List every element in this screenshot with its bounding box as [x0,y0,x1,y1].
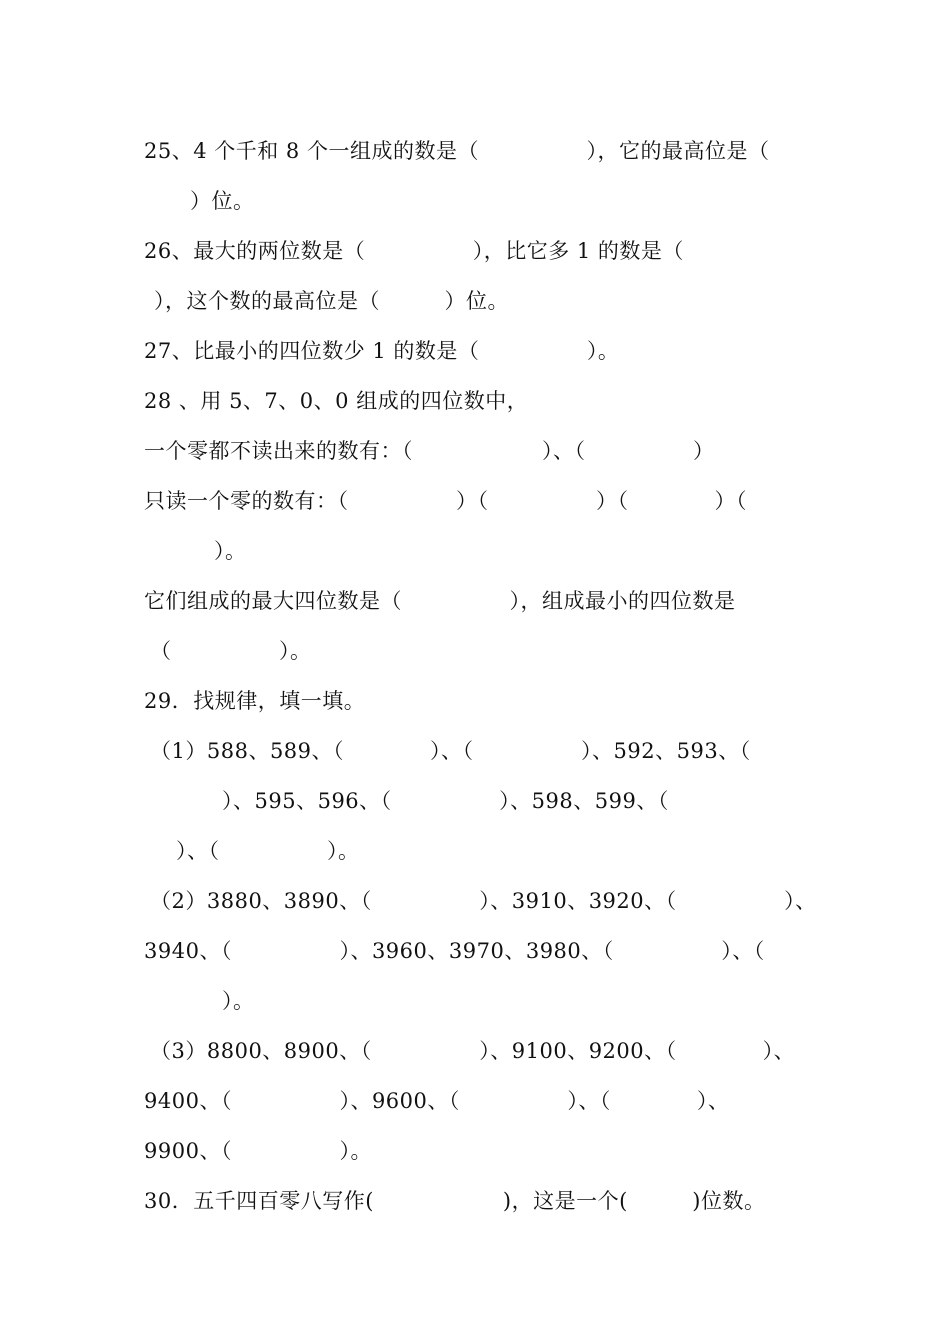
q27-line: 27、比最小的四位数少 1 的数是（ ）。 [144,339,620,363]
q26-line-1: 26、最大的两位数是（ ），比它多 1 的数是（ [144,239,684,263]
q25-line-2: ）位。 [190,189,255,213]
q25-line-1: 25、4 个千和 8 个一组成的数是（ ），它的最高位是（ [144,139,770,163]
q29-part2-line-3: ）。 [222,989,255,1013]
q28-one-zero-read-end: ）。 [214,539,247,563]
q28-one-zero-read: 只读一个零的数有：（ ）（ ）（ ）（ [144,489,747,513]
q29-part3-line-1: （3）8800、8900、（ ）、9100、9200、（ ）、 [150,1039,796,1063]
q26-line-2: ），这个数的最高位是（ ）位。 [154,289,509,313]
q28-max-min-line-2: （ ）。 [150,639,312,663]
q29-part1-line-2: ）、595、596、（ ）、598、599、（ [222,789,669,813]
q29-title: 29．找规律，填一填。 [144,689,366,713]
q29-part1-line-1: （1）588、589、（ ）、（ ）、592、593、（ [150,739,751,763]
q29-part2-line-2: 3940、（ ）、3960、3970、3980、（ ）、（ [144,939,765,963]
q28-intro: 28 、用 5、7、0、0 组成的四位数中， [144,389,529,413]
q29-part3-line-2: 9400、（ ）、9600、（ ）、（ ）、 [144,1089,730,1113]
q30-line: 30．五千四百零八写作( )，这是一个( )位数。 [144,1189,766,1213]
q29-part3-line-3: 9900、（ ）。 [144,1139,372,1163]
q28-no-zero-read: 一个零都不读出来的数有：（ ）、（ ） [144,439,715,463]
q29-part1-line-3: ）、（ ）。 [176,839,360,863]
q29-part2-line-1: （2）3880、3890、（ ）、3910、3920、（ ）、 [150,889,817,913]
q28-max-min-line-1: 它们组成的最大四位数是（ ），组成最小的四位数是 [144,589,736,613]
